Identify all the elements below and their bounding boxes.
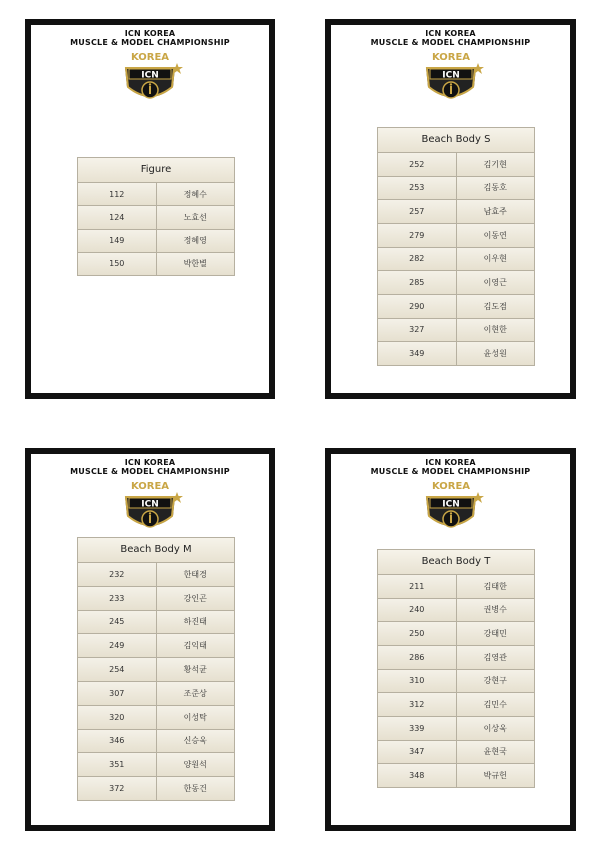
contestant-number: 346 [78, 730, 157, 753]
category-title: Figure [78, 158, 234, 183]
contestant-number: 150 [78, 253, 157, 275]
category-title: Beach Body T [378, 550, 534, 575]
icn-korea-logo [115, 476, 185, 538]
contestant-number: 211 [378, 575, 457, 598]
contestant-name: 이현한 [483, 325, 507, 335]
table-row [378, 622, 534, 646]
table-row [378, 693, 534, 717]
logo-icn-text: ICN [141, 70, 159, 81]
contestant-number: 233 [78, 587, 157, 610]
contestant-number: 112 [78, 183, 157, 205]
logo-korea-text: KOREA [431, 481, 470, 492]
contestant-name: 노효선 [183, 212, 207, 222]
table-row [378, 319, 534, 343]
contestant-name: 김익태 [183, 641, 207, 651]
contestant-number: 349 [378, 342, 457, 365]
event-header [31, 29, 269, 109]
contestant-name: 강현구 [483, 676, 507, 686]
contestant-number: 149 [78, 230, 157, 252]
category-card [25, 448, 275, 831]
table-row [78, 706, 234, 730]
contestant-number: 307 [78, 682, 157, 705]
event-title-line1: ICN KOREA [425, 458, 476, 467]
contestant-number: 339 [378, 717, 457, 740]
contestant-name: 하진태 [183, 617, 207, 627]
table-row [378, 646, 534, 670]
contestant-number: 312 [378, 693, 457, 716]
icn-korea-logo [115, 47, 185, 109]
event-title-line2: MUSCLE & MODEL CHAMPIONSHIP [70, 467, 230, 476]
table-row [378, 764, 534, 787]
roster-table [77, 157, 235, 276]
contestant-number: 249 [78, 634, 157, 657]
event-title-line1: ICN KOREA [425, 29, 476, 38]
contestant-name: 조준상 [183, 688, 207, 698]
event-title-line2: MUSCLE & MODEL CHAMPIONSHIP [370, 38, 531, 47]
event-title-line1: ICN KOREA [124, 458, 176, 467]
table-row [78, 563, 234, 587]
table-row [378, 177, 534, 201]
contestant-name: 박한별 [183, 259, 207, 269]
contestant-name: 박규헌 [483, 771, 507, 781]
contestant-name: 김민수 [483, 700, 507, 710]
contestant-number: 240 [378, 599, 457, 622]
contestant-number: 257 [378, 200, 457, 223]
table-row [378, 200, 534, 224]
contestant-name: 김동호 [483, 183, 507, 193]
category-card [325, 448, 576, 831]
contestant-name: 이상욱 [483, 723, 507, 733]
event-header [31, 458, 269, 538]
contestant-number: 286 [378, 646, 457, 669]
table-row [78, 777, 234, 800]
contestant-number: 124 [78, 206, 157, 228]
icn-korea-logo [416, 476, 486, 538]
contestant-number: 250 [378, 622, 457, 645]
contestant-name: 한동건 [183, 784, 207, 794]
table-row [378, 224, 534, 248]
contestant-name: 강태민 [483, 629, 507, 639]
event-title-line2: MUSCLE & MODEL CHAMPIONSHIP [370, 467, 531, 476]
event-title-line2: MUSCLE & MODEL CHAMPIONSHIP [70, 38, 230, 47]
table-row [78, 587, 234, 611]
logo-korea-text: KOREA [431, 52, 470, 63]
table-row [378, 717, 534, 741]
contestant-number: 253 [378, 177, 457, 200]
contestant-number: 252 [378, 153, 457, 176]
contestant-name: 김영관 [483, 652, 507, 662]
table-row [78, 253, 234, 275]
table-row [78, 230, 234, 253]
roster-table [377, 127, 535, 366]
contestant-number: 310 [378, 670, 457, 693]
logo-icn-text: ICN [141, 499, 159, 510]
contestant-number: 282 [378, 248, 457, 271]
table-row [78, 206, 234, 229]
contestant-number: 327 [378, 319, 457, 342]
table-row [78, 658, 234, 682]
contestant-number: 245 [78, 611, 157, 634]
contestant-name: 양원석 [183, 760, 207, 770]
contestant-name: 강인곤 [183, 593, 207, 603]
table-row [78, 183, 234, 206]
category-title: Beach Body S [378, 128, 534, 153]
contestant-number: 290 [378, 295, 457, 318]
table-row [378, 741, 534, 765]
table-row [78, 753, 234, 777]
contestant-name: 이영근 [483, 278, 507, 288]
contestant-name: 이성탁 [183, 712, 207, 722]
contestant-number: 320 [78, 706, 157, 729]
contestant-name: 김태한 [483, 581, 507, 591]
contestant-number: 351 [78, 753, 157, 776]
table-row [378, 670, 534, 694]
event-title-line1: ICN KOREA [124, 29, 176, 38]
contestant-name: 정혜영 [183, 236, 207, 246]
contestant-name: 권병수 [483, 605, 507, 615]
table-row [378, 599, 534, 623]
contestant-number: 254 [78, 658, 157, 681]
event-header [331, 29, 570, 109]
contestant-name: 한태경 [183, 569, 207, 579]
logo-icn-text: ICN [441, 70, 460, 81]
contestant-name: 황석균 [183, 665, 207, 675]
logo-korea-text: KOREA [130, 481, 170, 492]
table-row [378, 342, 534, 365]
table-row [378, 271, 534, 295]
roster-table [77, 537, 235, 801]
contestant-number: 347 [378, 741, 457, 764]
contestant-number: 285 [378, 271, 457, 294]
contestant-number: 372 [78, 777, 157, 800]
contestant-number: 348 [378, 764, 457, 787]
category-title: Beach Body M [78, 538, 234, 563]
contestant-name: 윤현국 [483, 747, 507, 757]
contestant-name: 남효주 [483, 207, 507, 217]
logo-icn-text: ICN [441, 499, 460, 510]
table-row [78, 682, 234, 706]
contestant-name: 정혜수 [183, 189, 207, 199]
table-row [378, 153, 534, 177]
contestant-name: 신승욱 [183, 736, 207, 746]
contestant-name: 김도겸 [483, 301, 507, 311]
category-card [325, 19, 576, 399]
table-row [78, 634, 234, 658]
contestant-name: 이동연 [483, 230, 507, 240]
contestant-number: 232 [78, 563, 157, 586]
logo-korea-text: KOREA [130, 52, 170, 63]
roster-table [377, 549, 535, 788]
contestant-name: 윤성원 [483, 349, 507, 359]
event-header [331, 458, 570, 538]
table-row [378, 575, 534, 599]
contestant-name: 이우현 [483, 254, 507, 264]
category-card [25, 19, 275, 399]
icn-korea-logo [416, 47, 486, 109]
contestant-number: 279 [378, 224, 457, 247]
table-row [378, 295, 534, 319]
contestant-name: 김기현 [483, 159, 507, 169]
table-row [78, 611, 234, 635]
table-row [378, 248, 534, 272]
table-row [78, 730, 234, 754]
